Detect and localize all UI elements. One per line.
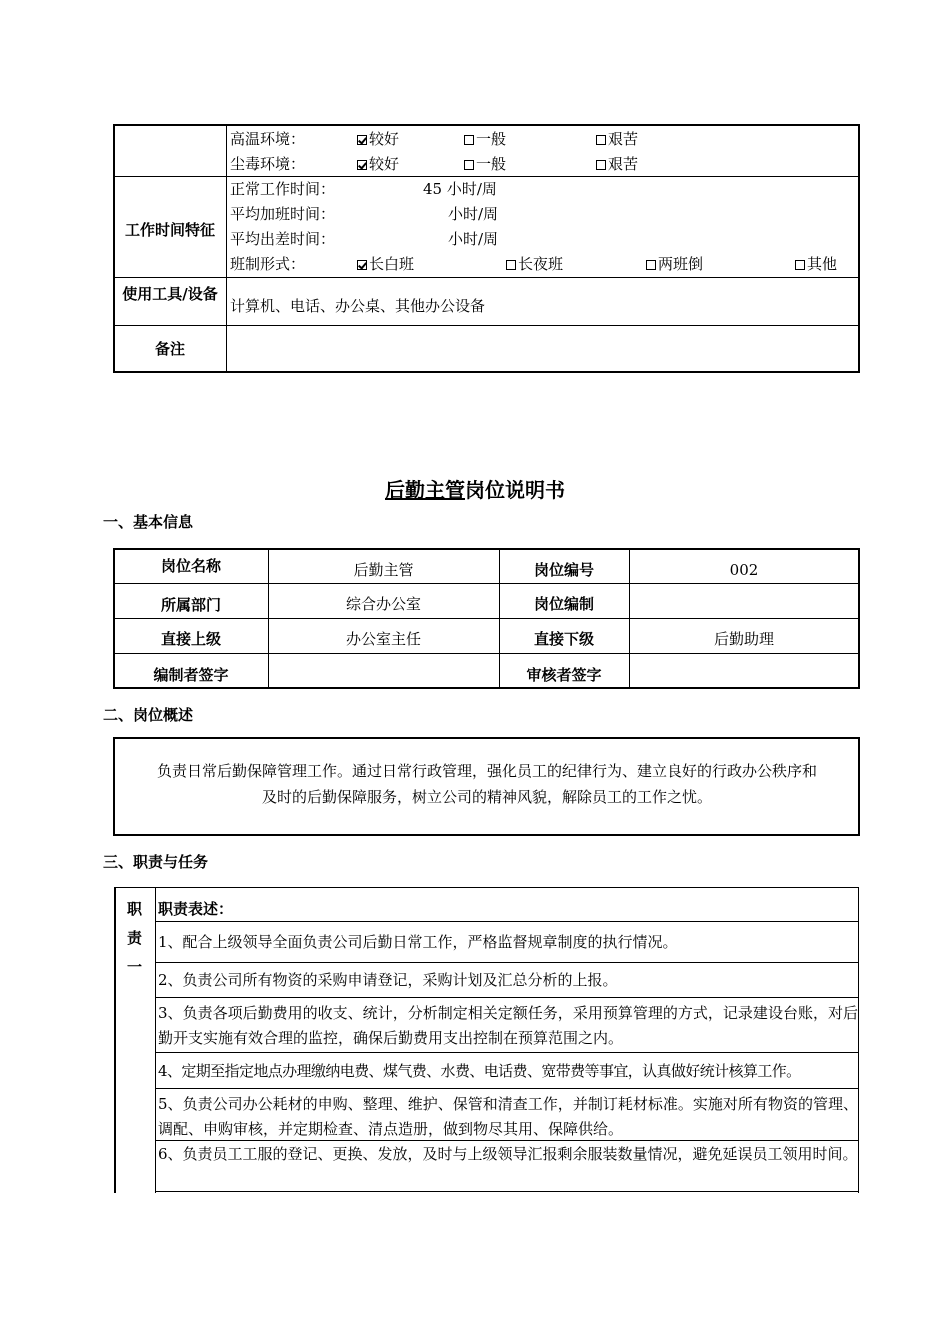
section3-heading: 三、职责与任务 [103, 853, 209, 871]
high-temp-normal-option[interactable]: 一般 [464, 129, 506, 149]
table-divider [114, 176, 859, 177]
basic-label-superior: 直接上级 [160, 630, 221, 648]
duty-label-char-1: 职 [127, 900, 143, 918]
duty-item: 2、负责公司所有物资的采购申请登记，采购计划及汇总分析的上报。 [158, 971, 618, 989]
shift-other-option[interactable]: 其他 [795, 254, 837, 274]
duty-label-char-2: 责 [127, 929, 143, 947]
table-divider [114, 277, 859, 278]
checkbox-icon [464, 160, 474, 170]
high-temp-good-option[interactable]: 较好 [357, 129, 399, 149]
checkbox-icon [795, 260, 805, 270]
basic-label-department: 所属部门 [160, 596, 221, 614]
table-divider [155, 887, 156, 1193]
dust-label: 尘毒环境： [230, 155, 306, 173]
normal-time-label: 正常工作时间： [230, 180, 336, 198]
basic-value-department: 综合办公室 [345, 595, 421, 613]
tools-value: 计算机、电话、办公桌、其他办公设备 [230, 297, 486, 315]
overtime-value: 小时/周 [448, 205, 499, 223]
table-divider [114, 887, 859, 888]
table-divider [226, 125, 227, 372]
table-divider [155, 921, 859, 922]
shift-day-option[interactable]: 长白班 [357, 254, 414, 274]
tools-header: 使用工具/设备 [122, 285, 218, 303]
shift-night-option[interactable]: 长夜班 [506, 254, 563, 274]
table-divider [155, 1088, 859, 1089]
overview-line-1: 负责日常后勤保障管理工作。通过日常行政管理，强化员工的纪律行为、建立良好的行政办公秩序和 [156, 762, 817, 780]
table-divider [155, 997, 859, 998]
table-divider [114, 583, 859, 584]
section2-heading: 二、岗位概述 [103, 706, 194, 724]
normal-time-value: 45 小时/周 [423, 180, 497, 198]
shift-two-option[interactable]: 两班倒 [646, 254, 703, 274]
overview-line-2: 及时的后勤保障服务，树立公司的精神风貌，解除员工的工作之忧。 [261, 788, 712, 806]
duty-item: 5、负责公司办公耗材的申购、整理、维护、保管和清查工作，并制订耗材标准。实施对所有物资的管理、调配、申购审核，并定期检查、清点造册，做到物尽其用、保障供给。 [158, 1095, 858, 1138]
basic-label-author-sign: 编制者签字 [153, 666, 229, 684]
document-title: 后勤主管岗位说明书 [385, 478, 565, 502]
checked-box-icon [357, 135, 367, 145]
table-divider [114, 653, 859, 654]
checkbox-icon [646, 260, 656, 270]
basic-label-subordinate: 直接下级 [533, 630, 594, 648]
basic-label-position-no: 岗位编号 [533, 561, 594, 579]
duty-item: 6、负责员工工服的登记、更换、发放，及时与上级领导汇报剩余服装数量情况，避免延误员工领用时间。 [158, 1145, 858, 1163]
table-divider [114, 618, 859, 619]
worktime-header: 工作时间特征 [124, 221, 215, 239]
table-divider [114, 887, 116, 1193]
trip-label: 平均出差时间： [230, 230, 336, 248]
checkbox-icon [506, 260, 516, 270]
table-divider [155, 962, 859, 963]
basic-label-headcount: 岗位编制 [533, 595, 594, 613]
dust-hard-option[interactable]: 艰苦 [596, 154, 638, 174]
table-divider [155, 1191, 859, 1192]
basic-value-subordinate: 后勤助理 [713, 630, 774, 648]
checked-box-icon [357, 260, 367, 270]
basic-label-position-name: 岗位名称 [160, 557, 221, 575]
dust-good-option[interactable]: 较好 [357, 154, 399, 174]
high-temp-hard-option[interactable]: 艰苦 [596, 129, 638, 149]
duty-item: 4、定期至指定地点办理缴纳电费、煤气费、水费、电话费、宽带费等事宜，认真做好统计核算工作。 [158, 1062, 801, 1080]
overtime-label: 平均加班时间： [230, 205, 336, 223]
checked-box-icon [357, 160, 367, 170]
basic-label-reviewer-sign: 审核者签字 [526, 666, 602, 684]
trip-value: 小时/周 [448, 230, 499, 248]
dust-normal-option[interactable]: 一般 [464, 154, 506, 174]
table-divider [114, 325, 859, 326]
checkbox-icon [596, 160, 606, 170]
basic-value-position-no: 002 [729, 561, 759, 579]
basic-value-position-name: 后勤主管 [353, 561, 414, 579]
section1-heading: 一、基本信息 [103, 513, 194, 531]
duty-label-char-3: 一 [127, 958, 143, 976]
basic-value-superior: 办公室主任 [345, 630, 421, 648]
duty-desc-header: 职责表述： [158, 900, 234, 918]
checkbox-icon [596, 135, 606, 145]
checkbox-icon [464, 135, 474, 145]
table-divider [155, 1052, 859, 1053]
duty-item: 3、负责各项后勤费用的收支、统计，分析制定相关定额任务，采用预算管理的方式，记录建设台账，对后勤开支实施有效合理的监控，确保后勤费用支出控制在预算范围之内。 [158, 1004, 858, 1047]
table-divider [858, 887, 859, 1193]
shift-label: 班制形式： [230, 255, 306, 273]
notes-header: 备注 [154, 340, 185, 358]
high-temp-label: 高温环境： [230, 130, 306, 148]
duty-item: 1、配合上级领导全面负责公司后勤日常工作，严格监督规章制度的执行情况。 [158, 933, 678, 951]
